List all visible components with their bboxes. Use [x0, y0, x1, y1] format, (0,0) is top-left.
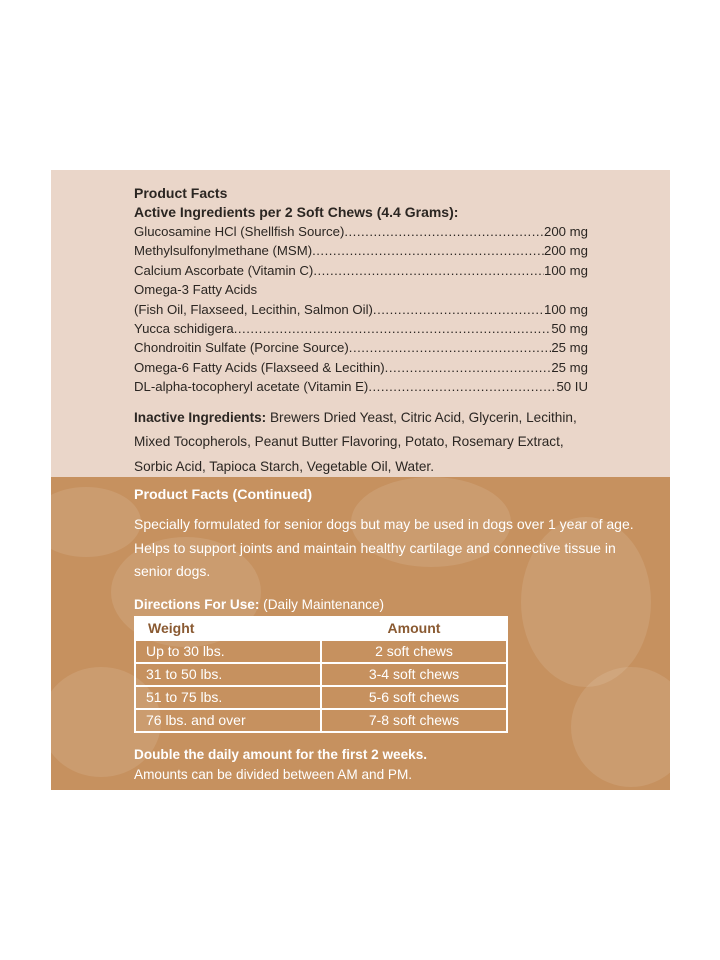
ingredient-name: Omega-6 Fatty Acids (Flaxseed & Lecithin)	[134, 359, 385, 375]
inactive-ingredients	[134, 406, 588, 480]
table-row	[135, 663, 507, 686]
dot-leader	[373, 300, 544, 319]
ingredient-name: Calcium Ascorbate (Vitamin C)	[134, 262, 314, 278]
divide-dose-note: Amounts can be divided between AM and PM.	[134, 766, 413, 782]
ingredient-list	[134, 222, 588, 397]
amount-header: Amount	[321, 617, 507, 640]
dosage-table-header	[135, 617, 507, 640]
ingredient-name: Omega-3 Fatty Acids	[134, 282, 258, 298]
weight-cell: 51 to 75 lbs.	[135, 686, 321, 709]
amount-cell: 2 soft chews	[321, 640, 507, 663]
weight-cell: Up to 30 lbs.	[135, 640, 321, 663]
ingredient-row	[134, 377, 588, 396]
dot-leader	[344, 222, 544, 241]
table-row	[135, 709, 507, 732]
ingredient-name: DL-alpha-tocopheryl acetate (Vitamin E)	[134, 379, 369, 395]
inactive-ingredients-label: Inactive Ingredients:	[134, 409, 267, 425]
dot-leader	[313, 261, 544, 280]
table-row	[135, 640, 507, 663]
ingredient-amount: 50 IU	[556, 379, 588, 395]
amount-cell: 3-4 soft chews	[321, 663, 507, 686]
active-ingredients-heading: Active Ingredients per 2 Soft Chews (4.4 Grams):	[134, 204, 459, 220]
dot-leader	[368, 377, 556, 396]
ingredient-amount: 100 mg	[544, 262, 588, 278]
dot-leader	[385, 358, 552, 377]
ingredient-name: Yucca schidigera	[134, 320, 234, 336]
dot-leader	[349, 338, 552, 357]
ingredient-amount: 50 mg	[551, 320, 588, 336]
ingredient-row	[134, 338, 588, 357]
ingredient-name: Methylsulfonylmethane (MSM)	[134, 243, 313, 259]
weight-header: Weight	[135, 617, 321, 640]
dosage-table	[134, 616, 508, 733]
product-facts-continued-panel	[51, 477, 670, 790]
ingredient-name: Glucosamine HCl (Shellfish Source)	[134, 224, 345, 239]
directions-note: (Daily Maintenance)	[259, 596, 385, 612]
dot-leader	[312, 241, 544, 260]
ingredient-amount: 25 mg	[551, 340, 588, 356]
ingredient-amount: 100 mg	[544, 301, 588, 317]
ingredient-name: (Fish Oil, Flaxseed, Lecithin, Salmon Oil)	[134, 301, 373, 317]
directions-heading	[134, 596, 634, 614]
amount-cell: 5-6 soft chews	[321, 686, 507, 709]
ingredient-row	[134, 241, 588, 260]
ingredient-row	[134, 300, 588, 319]
product-facts-panel	[51, 170, 670, 477]
table-row	[135, 686, 507, 709]
inactive-ingredients-text: Brewers Dried Yeast, Citric Acid, Glycerin, Lecithin, Mixed Tocopherols, Peanut Butter Flavoring, Potato, Rosemary Extract, Sorbic Acid, Tapioca Starch, Vegetable Oil, Water.	[134, 409, 577, 474]
continued-title: Product Facts (Continued)	[134, 487, 313, 503]
peanut-pattern	[51, 487, 141, 557]
weight-cell: 31 to 50 lbs.	[135, 663, 321, 686]
ingredient-amount: 25 mg	[551, 359, 588, 375]
ingredient-name: Chondroitin Sulfate (Porcine Source)	[134, 340, 349, 356]
directions-label: Directions For Use:	[134, 596, 260, 612]
weight-cell: 76 lbs. and over	[135, 709, 321, 732]
ingredient-row	[134, 261, 588, 280]
ingredient-row	[134, 319, 588, 338]
dot-leader	[234, 319, 552, 338]
product-facts-title: Product Facts	[134, 185, 228, 201]
ingredient-row	[134, 222, 588, 241]
double-dose-note: Double the daily amount for the first 2 weeks.	[134, 746, 428, 762]
ingredient-amount: 200 mg	[544, 243, 588, 259]
ingredient-amount: 200 mg	[544, 224, 588, 239]
amount-cell: 7-8 soft chews	[321, 709, 507, 732]
ingredient-row	[134, 358, 588, 377]
ingredient-row	[134, 280, 588, 299]
description: Specially formulated for senior dogs but may be used in dogs over 1 year of age. Helps to support joints and maintain healthy cartilage and connective tissue in senior dogs.	[134, 516, 634, 579]
